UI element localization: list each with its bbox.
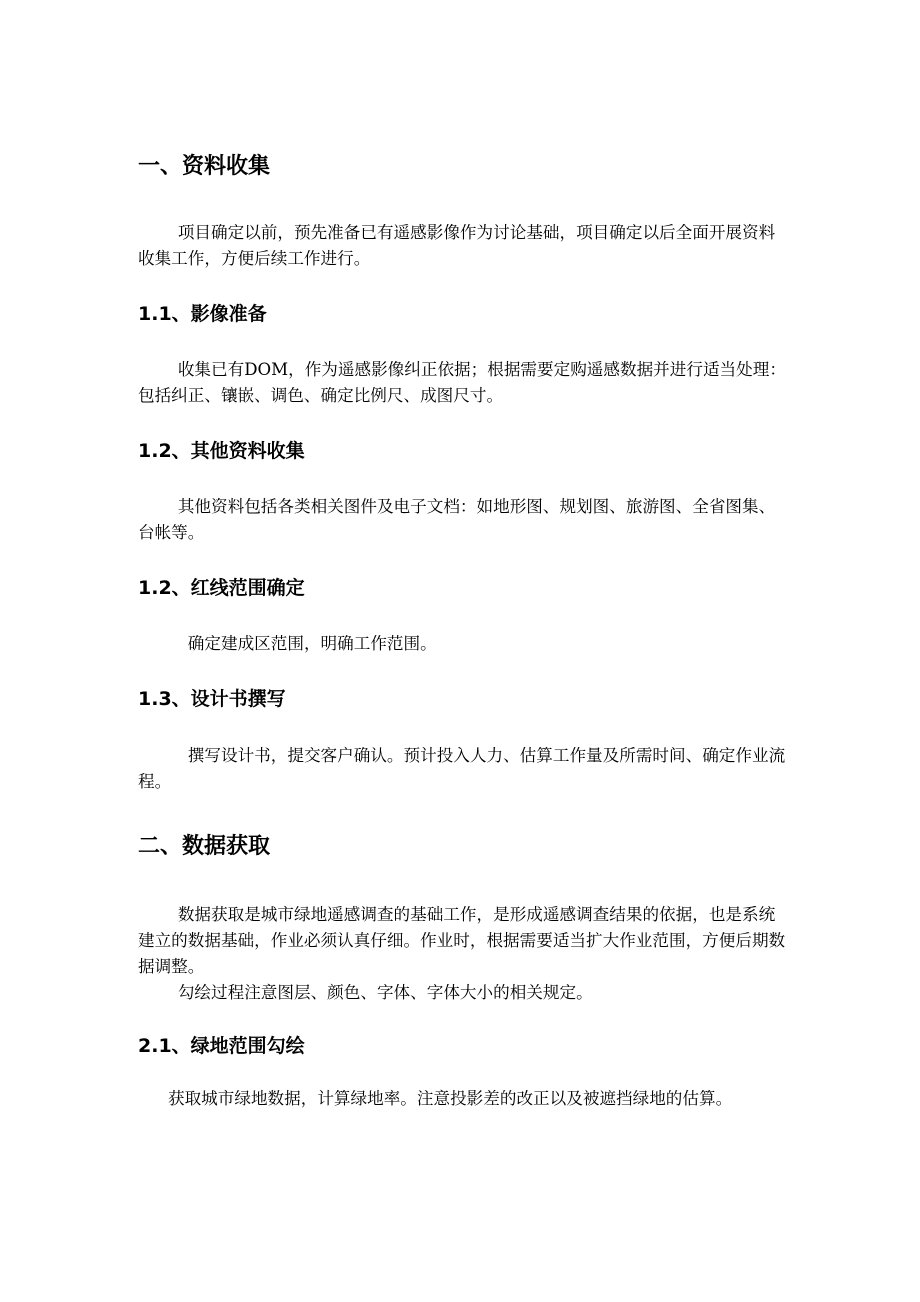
subsection-heading-other-materials: 1.2、其他资料收集 [138, 440, 305, 462]
subsection-heading-greenland-delineation: 2.1、绿地范围勾绘 [138, 1035, 305, 1057]
subsection-heading-image-preparation: 1.1、影像准备 [138, 303, 267, 325]
paragraph-image-preparation: 收集已有DOM，作为遥感影像纠正依据；根据需要定购遥感数据并进行适当处理：包括纠正、镶嵌、调色、确定比例尺、成图尺寸。 [138, 360, 786, 405]
paragraph-data-acquisition: 数据获取是城市绿地遥感调查的基础工作，是形成遥感调查结果的依据，也是系统建立的数据基础，作业必须认真仔细。作业时，根据需要适当扩大作业范围，方便后期数据调整。 [138, 905, 786, 976]
paragraph-drawing-rules: 勾绘过程注意图层、颜色、字体、字体大小的相关规定。 [177, 983, 593, 1002]
paragraph-design-document: 撰写设计书，提交客户确认。预计投入人力、估算工作量及所需时间、确定作业流程。 [138, 746, 786, 791]
paragraph-other-materials: 其他资料包括各类相关图件及电子文档：如地形图、规划图、旅游图、全省图集、台帐等。 [138, 497, 776, 542]
paragraph-redline-scope: 确定建成区范围，明确工作范围。 [187, 634, 437, 653]
section-heading-data-collection: 一、资料收集 [138, 154, 271, 179]
paragraph-data-collection: 项目确定以前，预先准备已有遥感影像作为讨论基础，项目确定以后全面开展资料收集工作，方便后续工作进行。 [138, 223, 776, 268]
subsection-heading-design-document: 1.3、设计书撰写 [138, 688, 286, 710]
paragraph-greenland-delineation: 获取城市绿地数据，计算绿地率。注意投影差的改正以及被遮挡绿地的估算。 [168, 1089, 733, 1108]
section-heading-data-acquisition: 二、数据获取 [138, 834, 271, 859]
subsection-heading-redline-scope: 1.2、红线范围确定 [138, 577, 305, 599]
